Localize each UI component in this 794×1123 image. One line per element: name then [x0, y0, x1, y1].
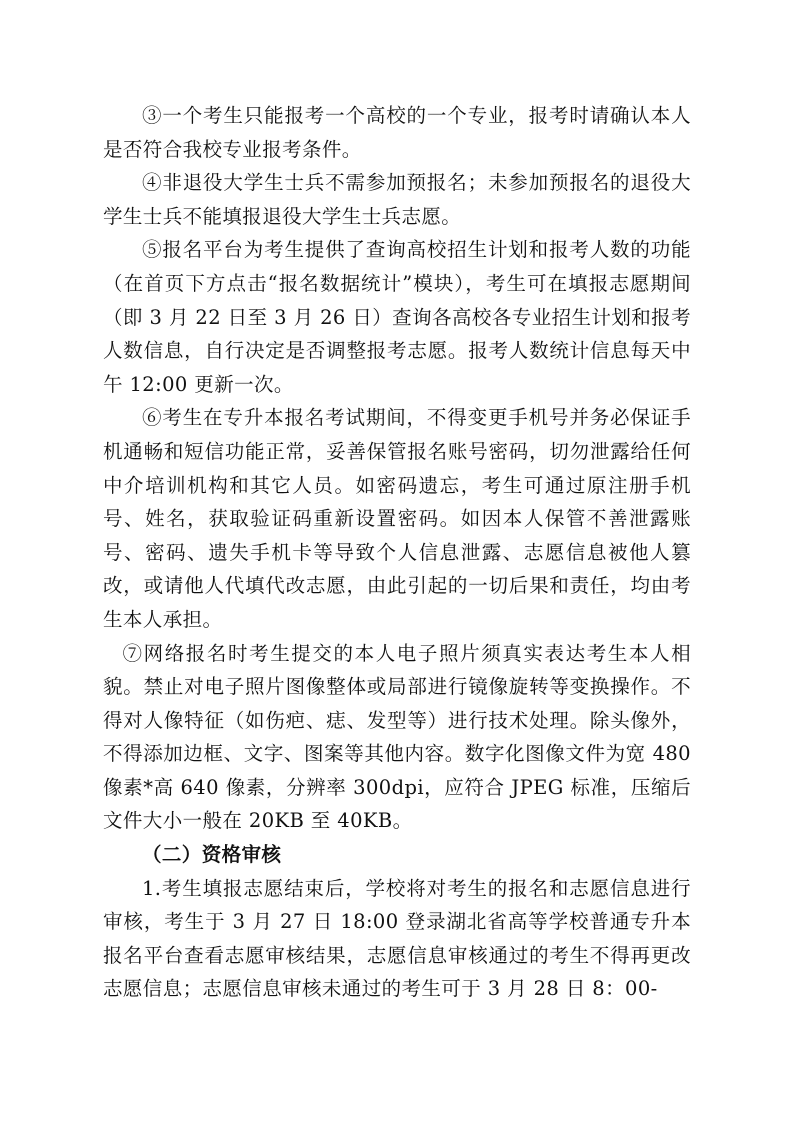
paragraph-item-4: ④非退役大学生士兵不需参加预报名；未参加预报名的退役大学生士兵不能填报退役大学生士兵志愿。: [103, 171, 691, 228]
document-body: [103, 99, 691, 1006]
paragraph-item-6: ⑥考生在专升本报名考试期间，不得变更手机号并务必保证手机通畅和短信功能正常，妥善保管报名账号密码，切勿泄露给任何中介培训机构和其它人员。如密码遗忘，考生可通过原注册手机号、姓名，获取验证码重新设置密码。如因本人保管不善泄露账号、密码、遗失手机卡等导致个人信息泄露、志愿信息被他人篡改，或请他人代填代改志愿，由此引起的一切后果和责任，均由考生本人承担。: [103, 406, 691, 631]
section-heading: （二）资格审核: [142, 843, 282, 867]
paragraph-item-7: ⑦网络报名时考生提交的本人电子照片须真实表达考生本人相貌。禁止对电子照片图像整体或局部进行镜像旋转等变换操作。不得对人像特征（如伤疤、痣、发型等）进行技术处理。除头像外，不得添加边框、文字、图案等其他内容。数字化图像文件为宽 480 像素*高 640 像素，分辨率 300dpi，应符合 JPEG 标准，压缩后文件大小一般在 20KB 至 40KB。: [103, 641, 691, 833]
paragraph-item-3: ③一个考生只能报考一个高校的一个专业，报考时请确认本人是否符合我校专业报考条件。: [103, 104, 691, 161]
paragraph-item-5: ⑤报名平台为考生提供了查询高校招生计划和报考人数的功能（在首页下方点击“报名数据统计”模块），考生可在填报志愿期间（即 3 月 22 日至 3 月 26 日）查询各高校各专业招生计划和报考人数信息，自行决定是否调整报考志愿。报考人数统计信息每天中午 12:00 更新一次。: [103, 238, 691, 396]
paragraph-review-1: 1.考生填报志愿结束后，学校将对考生的报名和志愿信息进行审核，考生于 3 月 27 日 18:00 登录湖北省高等学校普通专升本报名平台查看志愿审核结果，志愿信息审核通过的考生不得再更改志愿信息；志愿信息审核未通过的考生可于 3 月 28 日 8：00-: [103, 876, 691, 1001]
